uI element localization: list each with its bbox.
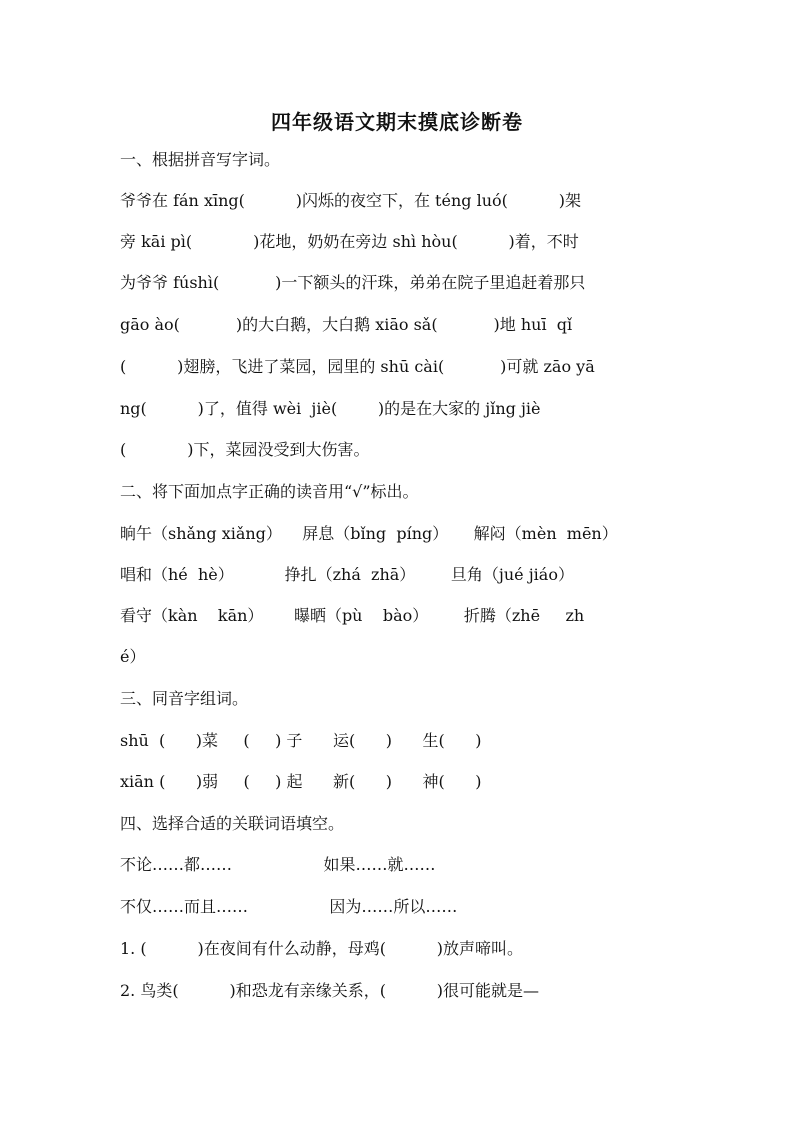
section1-heading: 一、根据拼音写字词。 — [120, 150, 281, 169]
page-title: 四年级语文期末摸底诊断卷 — [271, 110, 523, 134]
section2-line: 晌午（shǎng xiǎng） 屏息（bǐng píng） 解闷（mèn mēn） — [120, 524, 618, 543]
section1-line: gāo ào( )的大白鹅，大白鹅 xiāo sǎ( )地 huī qǐ — [120, 315, 573, 334]
section2-line: 唱和（hé hè） 挣扎（zhá zhā） 旦角（jué jiáo） — [120, 565, 574, 584]
section4-line: 不论……都…… 如果……就…… — [120, 855, 436, 874]
section2-heading: 二、将下面加点字正确的读音用“√”标出。 — [120, 482, 419, 501]
section1-line: ng( )了，值得 wèi jiè( )的是在大家的 jǐng jiè — [120, 399, 541, 418]
section4-line: 2. 鸟类( )和恐龙有亲缘关系，( )很可能就是— — [120, 981, 540, 1000]
section3-line: xiān ( )弱 ( ) 起 新( ) 神( ) — [120, 772, 482, 791]
section1-line: 为爷爷 fúshì( )一下额头的汗珠，弟弟在院子里追赶着那只 — [120, 273, 586, 292]
section1-line: ( )下，菜园没受到大伤害。 — [120, 440, 370, 459]
section3-heading: 三、同音字组词。 — [120, 689, 249, 708]
section2-line: é） — [120, 647, 146, 666]
section4-heading: 四、选择合适的关联词语填空。 — [120, 814, 345, 833]
section1-line: 旁 kāi pì( )花地，奶奶在旁边 shì hòu( )着，不时 — [120, 232, 579, 251]
section2-line: 看守（kàn kān） 曝晒（pù bào） 折腾（zhē zh — [120, 606, 585, 625]
section3-line: shū ( )菜 ( ) 子 运( ) 生( ) — [120, 731, 482, 750]
section1-line: ( )翅膀，飞进了菜园，园里的 shū cài( )可就 zāo yā — [120, 357, 595, 376]
section1-line: 爷爷在 fán xīng( )闪烁的夜空下，在 téng luó( )架 — [120, 191, 581, 210]
section4-line: 1. ( )在夜间有什么动静，母鸡( )放声啼叫。 — [120, 939, 524, 958]
section4-line: 不仅……而且…… 因为……所以…… — [120, 897, 458, 916]
